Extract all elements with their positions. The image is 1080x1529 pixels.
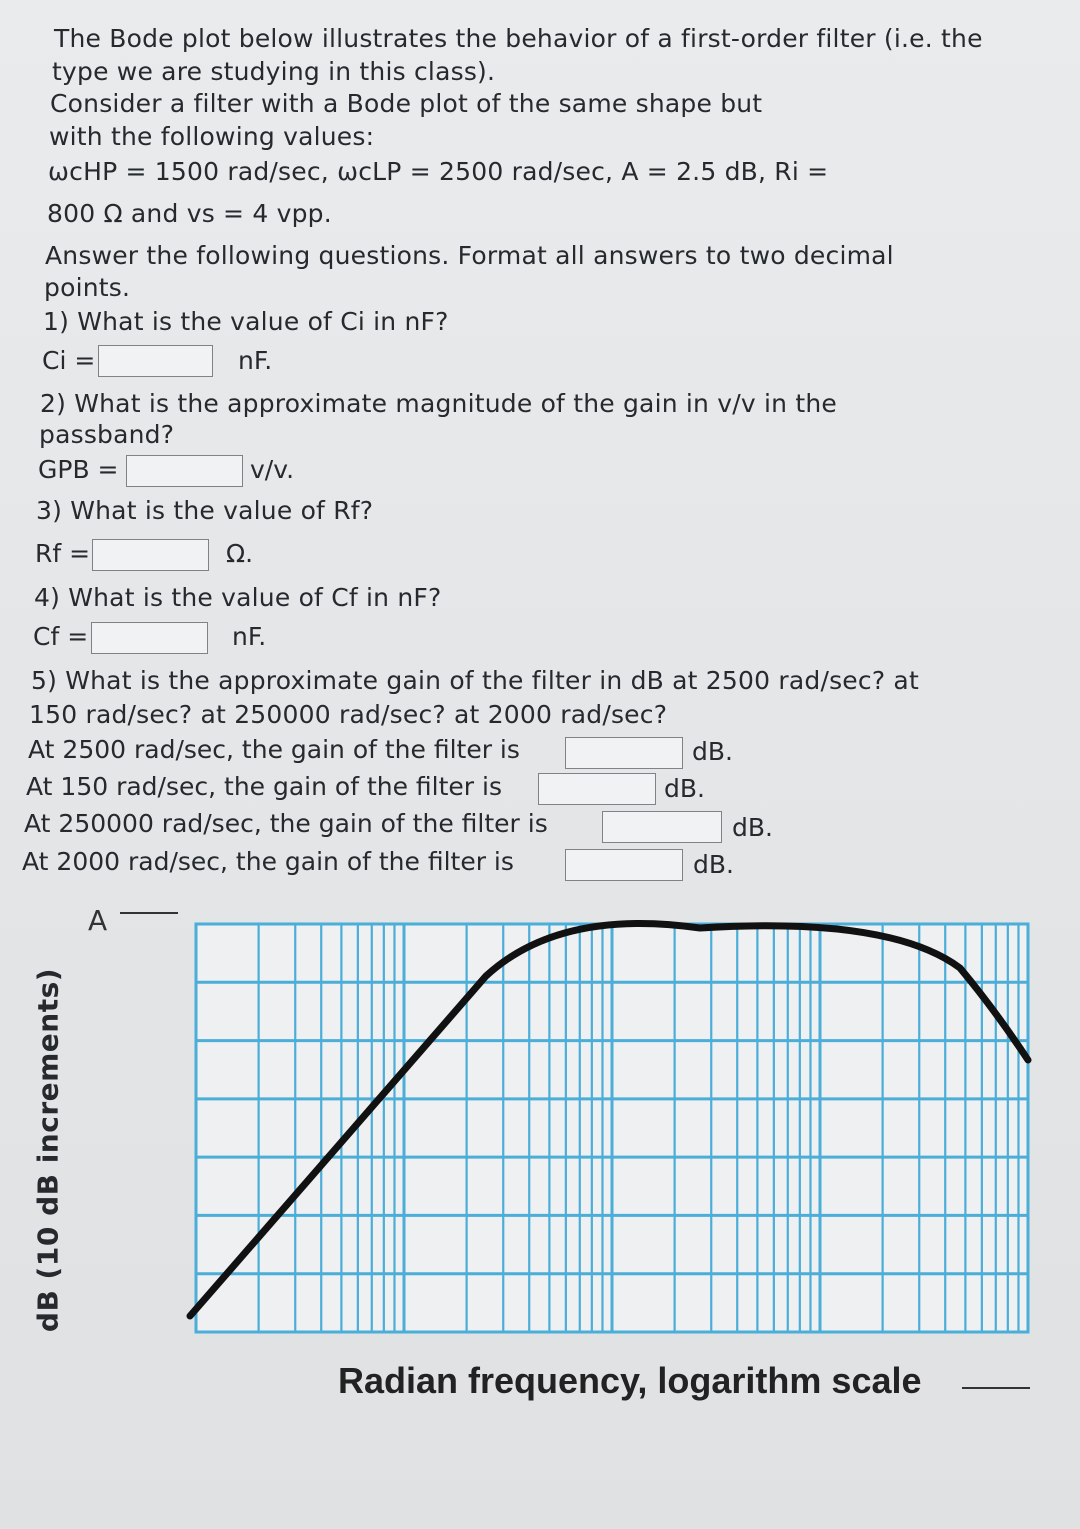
- gain-2500-label: At 2500 rad/sec, the gain of the filter is: [28, 735, 520, 764]
- bode-curve: [190, 923, 1028, 1316]
- question-line-8: points.: [44, 273, 131, 302]
- cf-input[interactable]: [92, 623, 207, 653]
- question-line-2: type we are studying in this class).: [52, 57, 496, 86]
- q2-label: GPB =: [38, 455, 119, 484]
- ci-input-box[interactable]: [98, 345, 213, 377]
- gpb-input-box[interactable]: [126, 455, 243, 487]
- gain-150-input-box[interactable]: [538, 773, 656, 805]
- plot-area: [196, 924, 1028, 1332]
- question-line-3: Consider a filter with a Bode plot of the same shape but: [50, 89, 763, 118]
- q5-text-1: 5) What is the approximate gain of the filter in dB at 2500 rad/sec? at: [31, 666, 919, 695]
- ci-input[interactable]: [99, 346, 212, 376]
- q4-label: Cf =: [33, 622, 89, 651]
- gain-2500-input-box[interactable]: [565, 737, 683, 769]
- q5-text-2: 150 rad/sec? at 250000 rad/sec? at 2000 rad/sec?: [29, 700, 668, 729]
- y-axis-label: dB (10 dB increments): [31, 967, 65, 1333]
- gain-150-unit: dB.: [664, 774, 705, 803]
- q2-text-2: passband?: [39, 420, 175, 449]
- q3-text: 3) What is the value of Rf?: [36, 496, 374, 525]
- q1-unit: nF.: [238, 346, 273, 375]
- q3-label: Rf =: [35, 539, 91, 568]
- gain-2000-unit: dB.: [693, 850, 734, 879]
- gain-2000-input-box[interactable]: [565, 849, 683, 881]
- q4-text: 4) What is the value of Cf in nF?: [34, 583, 442, 612]
- gain-150-label: At 150 rad/sec, the gain of the filter is: [26, 772, 503, 801]
- rf-input[interactable]: [93, 540, 208, 570]
- gain-2000-label: At 2000 rad/sec, the gain of the filter is: [22, 847, 514, 876]
- gain-250000-label: At 250000 rad/sec, the gain of the filter is: [24, 809, 548, 838]
- question-line-5: ωcHP = 1500 rad/sec, ωcLP = 2500 rad/sec, A = 2.5 dB, Ri =: [48, 157, 829, 186]
- gain-150-input[interactable]: [539, 774, 655, 804]
- question-line-7: Answer the following questions. Format all answers to two decimal: [45, 241, 894, 270]
- x-axis-dash: [962, 1387, 1030, 1389]
- q1-label: Ci =: [42, 346, 96, 375]
- q2-unit: v/v.: [250, 455, 295, 484]
- cf-input-box[interactable]: [91, 622, 208, 654]
- x-axis-label: Radian frequency, logarithm scale: [338, 1360, 922, 1401]
- question-line-4: with the following values:: [49, 122, 375, 151]
- gain-250000-input[interactable]: [603, 812, 721, 842]
- gpb-input[interactable]: [127, 456, 242, 486]
- q3-unit: Ω.: [226, 539, 254, 568]
- gain-2500-input[interactable]: [566, 738, 682, 768]
- peak-marker-dash: [120, 912, 178, 914]
- rf-input-box[interactable]: [92, 539, 209, 571]
- q4-unit: nF.: [232, 622, 267, 651]
- gain-250000-unit: dB.: [732, 813, 773, 842]
- gain-250000-input-box[interactable]: [602, 811, 722, 843]
- question-line-6: 800 Ω and vs = 4 vpp.: [47, 199, 332, 228]
- gain-2500-unit: dB.: [692, 737, 733, 766]
- q1-text: 1) What is the value of Ci in nF?: [43, 307, 449, 336]
- question-line-1: The Bode plot below illustrates the behavior of a first-order filter (i.e. the: [54, 24, 983, 53]
- gain-2000-input[interactable]: [566, 850, 682, 880]
- peak-marker-label: A: [88, 904, 108, 937]
- q2-text-1: 2) What is the approximate magnitude of the gain in v/v in the: [40, 389, 837, 418]
